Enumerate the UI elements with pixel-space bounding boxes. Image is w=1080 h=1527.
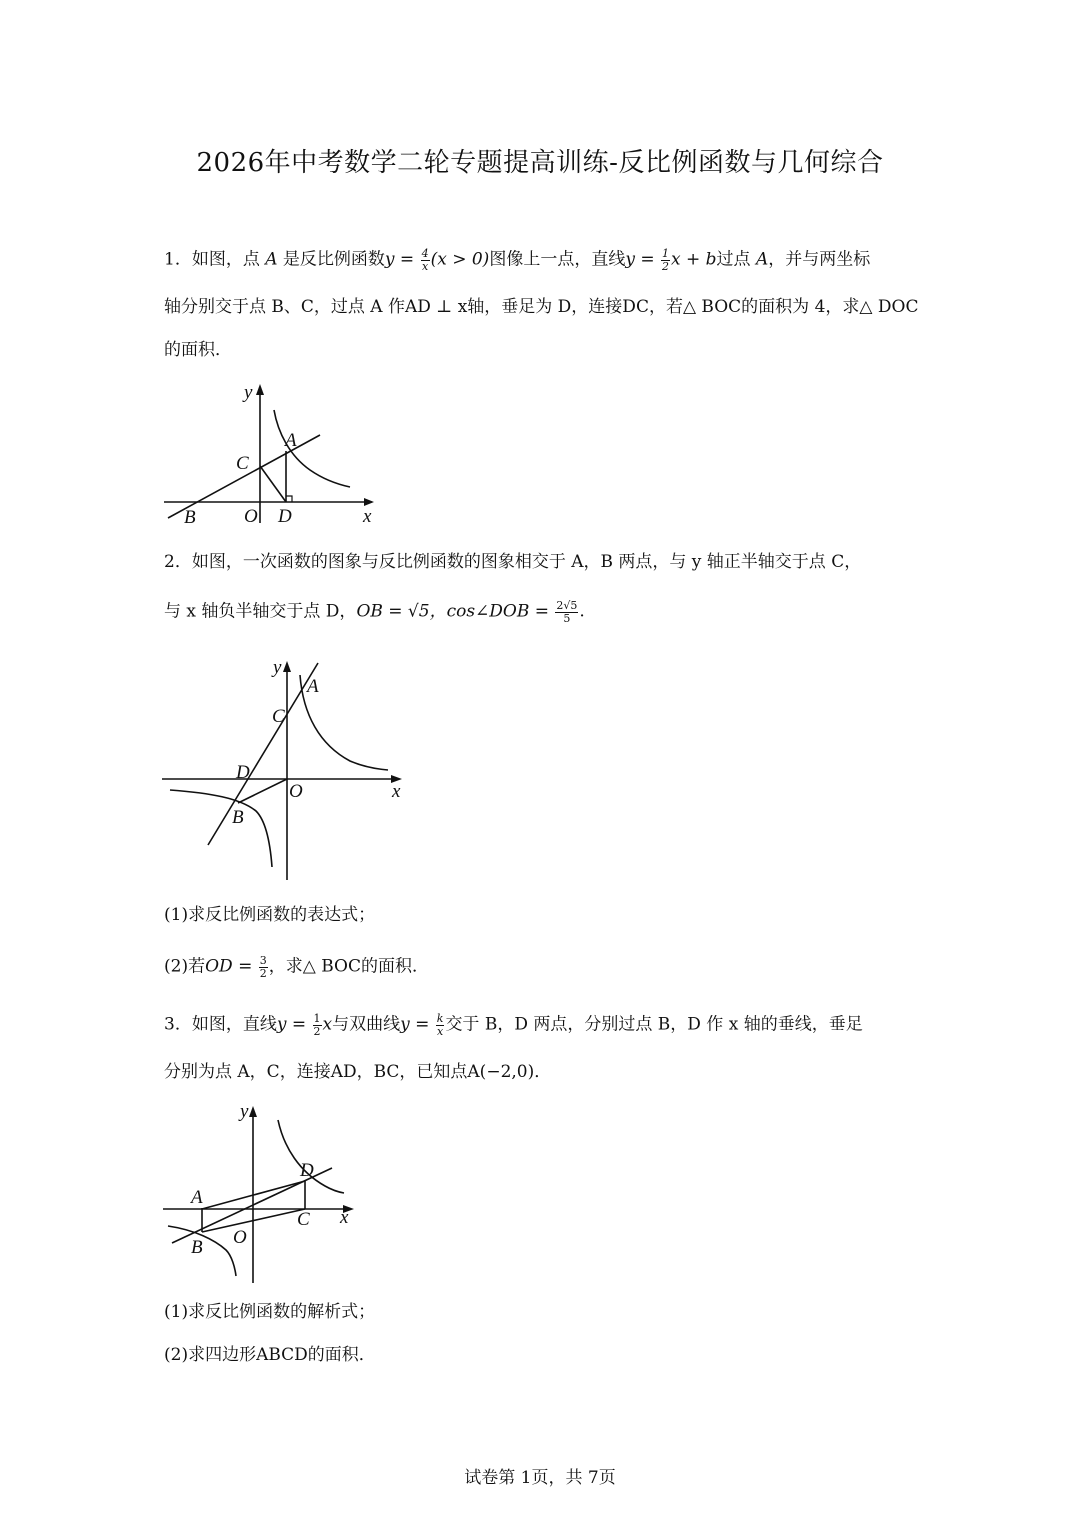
q2-sub1: (1)求反比例函数的表达式；	[164, 905, 376, 925]
q3-sub2: (2)求四边形ABCD的面积．	[164, 1345, 376, 1365]
label-b: B	[232, 807, 244, 828]
label-x: x	[363, 506, 372, 527]
page-footer: 试卷第 1页，共 7页	[464, 1468, 616, 1488]
label-y: y	[273, 657, 282, 678]
q3-sub1: (1)求反比例函数的解析式；	[164, 1302, 376, 1322]
x-axis-arrow	[364, 498, 374, 506]
label-d: D	[236, 762, 250, 783]
q1-line1: 1．如图，点 A 是反比例函数y = $\frac{4}{x}$ (x > 0)图像上一点，直线y = $\frac{1}{2}$ x + b过点 A，并与两坐标	[164, 247, 871, 273]
fraction: $\frac{2√5}{5}$	[556, 599, 578, 625]
label-c: C	[297, 1209, 310, 1230]
q1-line3: 的面积．	[164, 340, 232, 360]
q3-line2: 分别为点 A，C，连接AD，BC，已知点A(−2,0)．	[164, 1062, 552, 1082]
line-ab	[208, 663, 318, 845]
label-a: A	[191, 1187, 203, 1208]
page-title: 2026年中考数学二轮专题提高训练-反比例函数与几何综合	[196, 148, 884, 178]
y-axis-arrow	[283, 661, 291, 672]
fraction: $\frac{1}{2}$	[313, 1012, 321, 1038]
label-c: C	[236, 453, 249, 474]
label-y: y	[240, 1101, 249, 1122]
q3-line1: 3．如图，直线y = $\frac{1}{2}$ x与双曲线y = $\frac{k}{x}$ 交于 B，D 两点，分别过点 B，D 作 x 轴的垂线，垂足	[164, 1012, 863, 1038]
fraction: $\frac{3}{2}$	[259, 954, 267, 980]
label-x: x	[392, 781, 401, 802]
label-o: O	[233, 1227, 247, 1248]
q2-sub2: (2)若OD = $\frac{3}{2}$ ，求△ BOC的面积．	[164, 954, 429, 980]
y-axis-arrow	[249, 1106, 257, 1117]
label-b: B	[191, 1237, 203, 1258]
label-d: D	[278, 506, 292, 527]
figure-3	[160, 1098, 370, 1288]
fraction: $\frac{1}{2}$	[662, 247, 669, 273]
figure-1	[160, 378, 390, 528]
q1-number: 1．	[164, 249, 192, 270]
q2-line2: 与 x 轴负半轴交于点 D，OB = √5，cos∠DOB = $\frac{2√5}{5}$ .	[164, 599, 585, 625]
hyperbola-branch-2	[170, 790, 272, 867]
label-b: B	[184, 507, 196, 528]
q1-line2: 轴分别交于点 B、C，过点 A 作AD ⊥ x轴，垂足为 D，连接DC，若△ BOC的面积为 4，求△ DOC	[164, 297, 919, 317]
label-x: x	[340, 1207, 349, 1228]
segment-dc	[260, 466, 286, 502]
y-axis-arrow	[256, 384, 264, 395]
fraction: $\frac{k}{x}$	[436, 1012, 444, 1038]
label-o: O	[244, 506, 258, 527]
label-c: C	[272, 706, 285, 727]
hyperbola-branch-1	[278, 1120, 344, 1193]
label-a: A	[307, 676, 319, 697]
label-a: A	[285, 430, 297, 451]
label-o: O	[289, 781, 303, 802]
label-d: D	[300, 1160, 314, 1181]
q2-line1: 2．如图，一次函数的图象与反比例函数的图象相交于 A，B 两点，与 y 轴正半轴交于点 C，	[164, 552, 862, 572]
fraction: $\frac{4}{x}$	[421, 247, 429, 273]
right-angle-mark	[286, 496, 292, 502]
label-y: y	[244, 382, 253, 403]
figure-2	[160, 655, 410, 885]
